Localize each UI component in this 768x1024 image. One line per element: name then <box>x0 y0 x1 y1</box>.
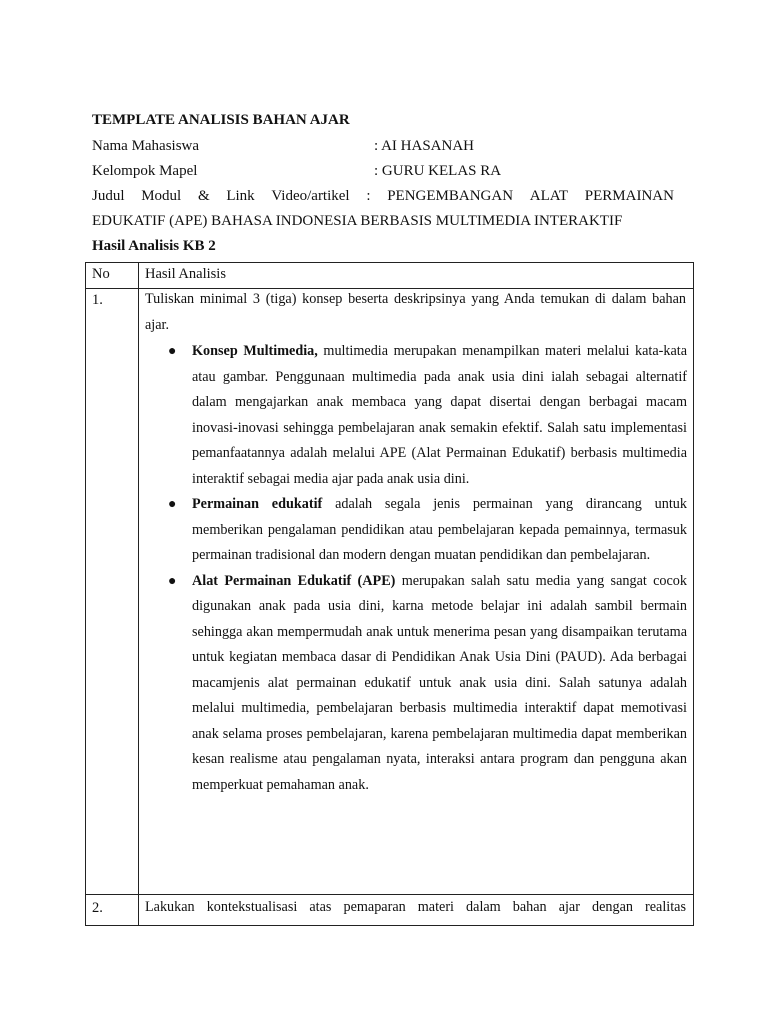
judul-word: : <box>366 188 371 204</box>
judul-word: Judul <box>92 188 125 204</box>
judul-word: & <box>197 188 210 204</box>
judul-continuation: EDUKATIF (APE) BAHASA INDONESIA BERBASIS MULTIMEDIA INTERAKTIF <box>92 213 623 229</box>
field-label: Kelompok Mapel <box>92 163 198 179</box>
concept-description: adalah segala jenis permainan yang dirancang untuk memberikan pengalaman pendidikan atau pembelajaran kepada pemainnya, termasuk permainan tradisional dan modern dengan muatan pendidikan dan pembelajaran. <box>192 496 687 563</box>
list-item <box>166 339 687 492</box>
judul-word: PERMAINAN <box>584 188 674 204</box>
field-label: Nama Mahasiswa <box>92 138 200 154</box>
field-value: : AI HASANAH <box>374 138 475 154</box>
bullet-icon: ● <box>168 344 177 359</box>
judul-word: PENGEMBANGAN <box>387 188 514 204</box>
list-item <box>166 492 687 569</box>
row-1-number: 1. <box>92 292 103 308</box>
list-item <box>166 569 687 799</box>
row-2-question: Lakukan kontekstualisasi atas pemaparan materi dalam bahan ajar dengan realitas <box>145 899 686 915</box>
field-judul-modul <box>92 186 674 206</box>
row-1-question: Tuliskan minimal 3 (tiga) konsep beserta deskripsinya yang Anda temukan di dalam bahan ajar. <box>145 291 686 333</box>
judul-word: ALAT <box>529 188 569 204</box>
row-2-number: 2. <box>92 900 103 916</box>
judul-word: Link <box>226 188 255 204</box>
judul-word: Modul <box>141 188 182 204</box>
concept-description: merupakan salah satu media yang sangat cocok digunakan anak pada usia dini, karna metode belajar ini adalah sambil bermain sehingga akan mempermudah anak untuk menerima pesan yang disampaikan terutama untuk kegiatan membaca dasar di Pendidikan Anak Usia Dini (PAUD). Ada berbagai macamjenis alat permainan edukatif untuk anak usia dini. Salah satunya adalah melalui multimedia, pembelajaran berbasis multimedia interaktif dapat memotivasi anak selama proses pembelajaran, karena pembelajaran multimedia dapat memberikan kesan realisme atau pengalaman nyata, interaksi antara program dan pengguna akan memperkuat pemahaman anak. <box>192 572 687 793</box>
concept-term: Alat Permainan Edukatif (APE) <box>192 572 396 589</box>
section-title: Hasil Analisis KB 2 <box>92 238 216 254</box>
concept-term: Permainan edukatif <box>192 496 323 512</box>
judul-word: Video/artikel <box>271 188 350 204</box>
table-header-hasil: Hasil Analisis <box>145 266 226 282</box>
bullet-icon: ● <box>168 573 177 589</box>
table-header-no: No <box>92 266 110 282</box>
table-column-divider <box>138 262 139 926</box>
field-value: : GURU KELAS RA <box>374 163 502 179</box>
concept-term: Konsep Multimedia, <box>192 343 318 359</box>
concept-list <box>166 339 687 798</box>
document-title: TEMPLATE ANALISIS BAHAN AJAR <box>92 112 350 128</box>
concept-description: multimedia merupakan menampilkan materi melalui kata-kata atau gambar. Penggunaan multimedia pada anak usia dini ialah sebagai alternatif dalam mengajarkan anak membaca yang dapat disertai dengan berbagai macam inovasi-inovasi sehingga pembelajaran anak semakin efektif. Salah satu implementasi pemanfaatannya adalah melalui APE (Alat Permainan Edukatif) berbasis multimedia interaktif sebagai media ajar pada anak usia dini. <box>192 343 687 487</box>
bullet-icon: ● <box>168 497 177 512</box>
